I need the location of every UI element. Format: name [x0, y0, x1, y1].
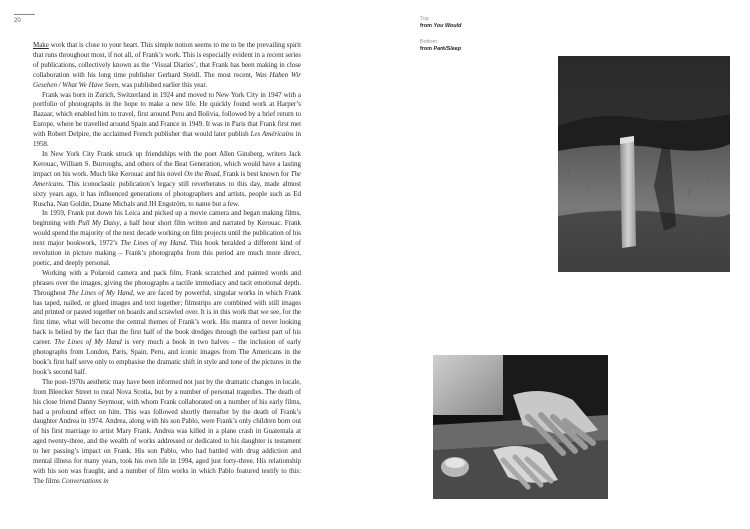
caption-top	[420, 16, 461, 30]
photo-standing-stone	[558, 56, 730, 272]
paragraph-1-text-end: , was published earlier this year.	[118, 80, 207, 89]
caption-position-label: Bottom	[420, 39, 438, 45]
book-title: Was Haben Wir Gesehen / What We Have Seen	[33, 70, 301, 89]
paragraph-4	[33, 209, 301, 268]
paragraph-3-text: In New York City Frank struck up friendships with the poet Allen Ginsberg, writers Jack Kerouac, William S. Burroughs, and others of the Beat Generation, which would have a lasting impact on his work. Much like Kerouac and his novel	[33, 149, 301, 178]
caption-source	[420, 46, 461, 53]
paragraph-5-text: Working with a Polaroid camera and pack film, Frank scratched and painted words and phrases over the images, giving the photographs a tactile immediacy and tacit emotional depth. Throughout	[33, 268, 301, 297]
caption-bottom	[420, 39, 461, 53]
paragraph-1	[33, 41, 301, 91]
caption-title: You Would	[433, 23, 462, 29]
caption-position-label: Top	[420, 16, 429, 22]
page-number: 20	[14, 18, 21, 24]
paragraph-2-text: Frank was born in Zurich, Switzerland in 1924 and moved to New York City in 1947 with a portfolio of photographs in the hope to make a new life. He quickly found work at Harper’s Bazaar, which enabled him to travel, first around Peru and Bolivia, followed by a brief return to Europe, where he travelled around Spain and France in 1949. It was in Paris that Frank first met with Robert Delpire, the acclaimed French publisher that would later publish	[33, 90, 301, 139]
book-title: The Americans	[33, 169, 301, 188]
caption-prefix: from	[420, 23, 434, 29]
article-body	[33, 41, 301, 487]
book-title: The Lines of my Hand	[120, 239, 186, 248]
paragraph-4-text: In 1959, Frank put down his Leica and picked up a movie camera and began making films, beginning with	[33, 209, 301, 228]
caption-prefix: from	[420, 46, 434, 52]
paragraph-6	[33, 378, 301, 487]
book-title: The Lines of My Hand	[68, 288, 133, 297]
book-title: Les Américains	[250, 130, 294, 139]
photo-captions	[420, 16, 461, 62]
paragraph-4-text-end: . This book heralded a different kind of revolution in picture making – Frank’s photographs from this period are much more direct, poetic, and deeply personal.	[33, 239, 301, 267]
book-title: On the Road	[184, 169, 220, 178]
paragraph-3-text-end: . This iconoclastic publication’s legacy still reverberates to this day, made almost sixty years ago, it has influenced generations of photographers and artists, people such as Ed Ruscha, Nan Goldin, Duane Michals and JH Engström, to name but a few.	[33, 179, 301, 208]
paragraph-2-text-end: in 1958.	[33, 130, 302, 149]
paragraph-2	[33, 91, 301, 150]
paragraph-5-text: , we are faced by powerful, singular works in which Frank has taped, nailed, or glued images and text together; filmstrips are combined with still images and printed or pasted together on boards and scrawled over. It is in this work that we see, for the first time, what will become the central themes of Frank’s work. His mantra of never looking back is belied by the fact that the first half of the book dredges through the earliest part of his career.	[33, 288, 301, 347]
paragraph-6-text: The post-1970s aesthetic may have been informed not just by the dramatic changes in locale, from Bleecker Street to rural Nova Scotia, but by a number of personal tragedies. The death of his close friend Danny Seymour, with whom Frank collaborated on a number of his early films, had a profound effect on him. This was followed shortly thereafter by the death of Frank’s daughter Andrea in 1974. Andrea, along with his son Pablo, were Frank’s only children born out of his first marriage to artist Mary Frank. Andrea was killed in a plane crash in Guatemala at aged twenty-three, and the wealth of works addressed or dedicated to his daughter is testament to her passing’s impact on Frank. His son Pablo, who had battled with drug addiction and mental illness for many years, took his own life in 1994, aged just forty-three. His relationship with his son was fraught, and a number of film works in which Pablo featured testify to this: The films	[33, 377, 301, 485]
page-number-rule	[14, 14, 35, 15]
paragraph-4-text: , a half hour short film written and narrated by Kerouac. Frank would spend the majority of the next decade working on film projects until the publication of his next major bookwork, 1972’s	[33, 219, 301, 248]
paragraph-3-text: , Frank is best known for	[219, 169, 291, 178]
book-title: The Lines of My Hand	[54, 338, 122, 347]
paragraph-3	[33, 150, 301, 209]
film-title: Conversations in	[61, 476, 109, 485]
caption-title: Park/Sleep	[433, 46, 462, 52]
paragraph-5-text-end: is very much a book in two halves – the inclusion of early photographs from London, Paris, Spain, Peru, and iconic images from The Americans in the book’s first half serve only to emphasise the dramatic shift in style and tone of the pictures in the book’s second half.	[33, 338, 301, 376]
paragraph-5	[33, 269, 301, 378]
opening-word: Make	[33, 41, 49, 49]
photo-hands-on-table	[433, 355, 608, 499]
paragraph-1-text: work that is close to your heart. This simple notion seems to me to be the prevailing spirit that runs throughout most, if not all, of Frank’s work. This is especially evident in a recent series of publications, collectively known as the ‘Visual Diaries’, that Frank has been making in close collaboration with his long time publisher Gerhard Steidl. The most recent,	[33, 41, 301, 79]
film-title: Pull My Daisy	[78, 219, 120, 228]
caption-source	[420, 23, 461, 30]
